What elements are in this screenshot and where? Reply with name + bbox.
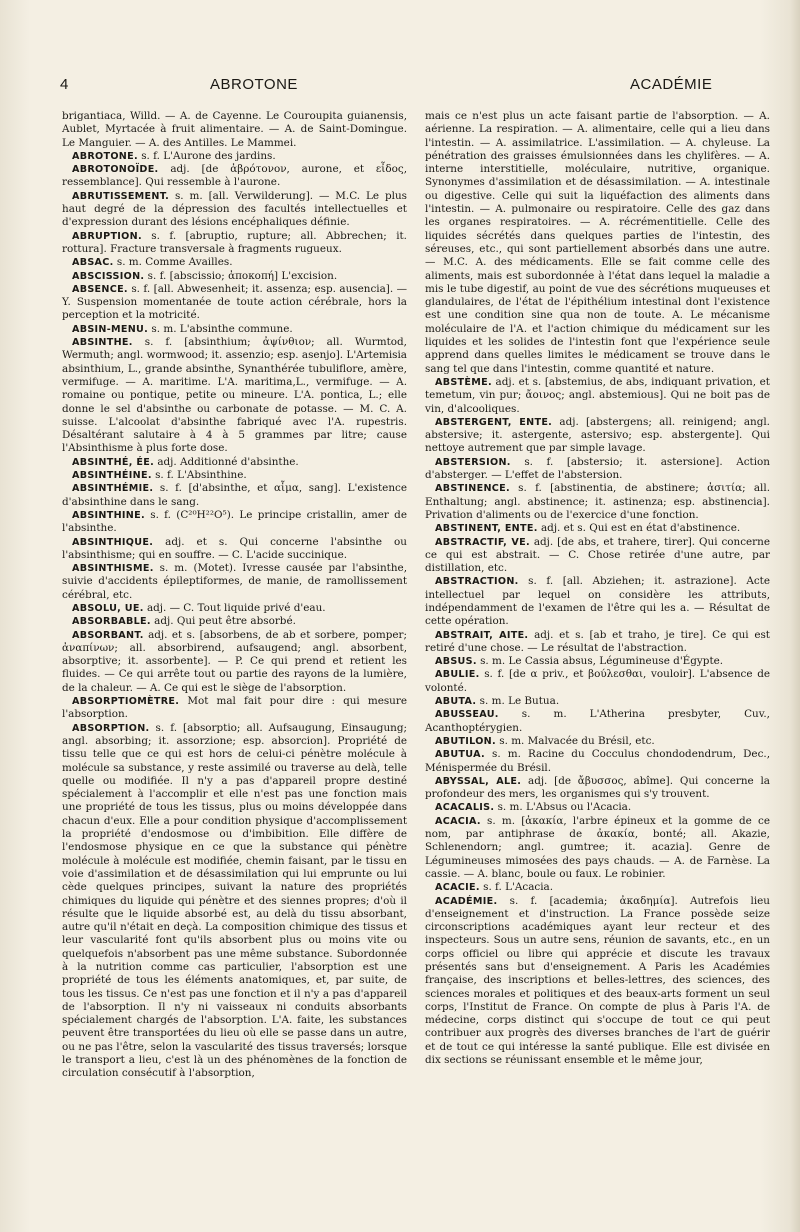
- dictionary-entry: [62, 722, 407, 1081]
- dictionary-entry: [425, 668, 770, 695]
- entry-definition: s. f. [academia; ἀκαδημία]. Autrefois lieu d'enseignement et d'instruction. La France possède seize circonscriptions académiques ayant leur recteur et des inspecteurs. Sous un autre sens, réunion de savants, etc., en un corps officiel ou libre qui apprécie et discute les travaux présentés sans but d'enseignement. A Paris les Académies française, des inscriptions et belles-lettres, des sciences, des sciences morales et politiques et des beaux-arts forment un seul corps, l'Institut de France. On compte de plus à Paris l'A. de médecine, corps distinct qui s'occupe de tout ce qui peut contribuer aux progrès des diverses branches de l'art de guérir et de tout ce qui intéresse la santé publique. Elle est divisée en dix sections se réunissant ensemble et le même jour,: [425, 894, 770, 1067]
- right-column: [425, 110, 770, 1067]
- dictionary-entry: [425, 695, 770, 708]
- entry-headword: ABSINTHÉINE.: [72, 470, 152, 482]
- dictionary-entry: [62, 469, 407, 482]
- dictionary-entry: [425, 748, 770, 775]
- entry-headword: ABSIN-MENU.: [72, 323, 149, 335]
- entry-headword: ACACALIS.: [435, 802, 495, 814]
- dictionary-entry: [425, 895, 770, 1068]
- entry-headword: ABUTILON.: [435, 735, 496, 747]
- dictionary-entry: [62, 509, 407, 536]
- entry-headword: ABSENCE.: [72, 283, 128, 295]
- dictionary-entry: [62, 615, 407, 628]
- entry-definition: s. m. (Motet). Ivresse causée par l'absinthe, suivie d'accidents épileptiformes, de manie, de ramollissement cérébral, etc.: [62, 562, 407, 601]
- entry-definition: s. f. [abscissio; ἀποκοπή] L'excision.: [144, 269, 338, 282]
- entry-definition: s. m. Racine du Cocculus chondodendrum, Dec., Ménispermée du Brésil.: [425, 748, 770, 774]
- entry-headword: ABUSSEAU.: [435, 709, 499, 721]
- entry-headword: ABSOLU, UE.: [72, 602, 144, 614]
- entry-definition: s. f. [d'absinthe, et αἷμα, sang]. L'existence d'absinthine dans le sang.: [62, 482, 407, 508]
- entry-headword: ABSUS.: [435, 656, 477, 668]
- dictionary-entry: [425, 735, 770, 748]
- entry-headword: ABRUTISSEMENT.: [72, 190, 170, 202]
- entry-headword: ABUTA.: [435, 696, 477, 708]
- entry-definition: adj. et s. [ab et traho, je tire]. Ce qui est retiré d'une chose. — Le résultat de l'abstraction.: [425, 628, 770, 654]
- entry-definition: s. m. Le Cassia absus, Légumineuse d'Égypte.: [476, 655, 724, 668]
- entry-definition: Mot mal fait pour dire : qui mesure l'absorption.: [62, 695, 407, 721]
- entry-definition: adj. et s. Qui est en état d'abstinence.: [537, 522, 741, 535]
- dictionary-entry: [62, 695, 407, 722]
- dictionary-entry: [62, 163, 407, 190]
- entry-definition: s. f. [de α priv., et βούλεσθαι, vouloir]. L'absence de volonté.: [425, 668, 770, 694]
- entry-definition: brigantiaca, Willd. — A. de Cayenne. Le Couroupita guianensis, Aublet, Myrtacée à fruit alimentaire. — A. de Saint-Domingue. Le Manguier. — A. des Antilles. Le Mammei.: [62, 110, 407, 149]
- entry-headword: ABSTÈME.: [435, 376, 492, 388]
- entry-headword: ABULIE.: [435, 669, 480, 681]
- dictionary-entry: [62, 536, 407, 563]
- entry-headword: ACADÉMIE.: [435, 895, 498, 907]
- entry-headword: ABYSSAL, ALE.: [435, 775, 522, 787]
- dictionary-entry: [425, 575, 770, 628]
- entry-headword: ABSAC.: [72, 257, 114, 269]
- entry-headword: ABSTERGENT, ENTE.: [435, 416, 553, 428]
- entry-definition: adj. [de abs, et trahere, tirer]. Qui concerne ce qui est abstrait. — C. Chose retirée d'une autre, par distillation, etc.: [425, 535, 770, 575]
- entry-headword: ACACIE.: [435, 882, 480, 894]
- dictionary-entry: [425, 482, 770, 522]
- entry-definition: adj. [de ἄβυσσος, abîme]. Qui concerne la profondeur des mers, les organismes qui s'y trouvent.: [425, 774, 770, 801]
- dictionary-entry: [62, 562, 407, 602]
- entry-headword: ACACIA.: [435, 815, 481, 827]
- entry-definition: s. f. (C²⁰H²²O⁵). Le principe cristallin, amer de l'absinthe.: [62, 508, 407, 535]
- dictionary-entry: [62, 336, 407, 456]
- entry-definition: s. f. L'Absinthine.: [151, 469, 247, 482]
- entry-headword: ABSINTHIQUE.: [72, 536, 154, 548]
- entry-headword: ABSTRACTIF, VE.: [435, 536, 530, 548]
- entry-definition: adj. — C. Tout liquide privé d'eau.: [143, 601, 326, 614]
- entry-headword: ABROTONE.: [72, 150, 138, 162]
- left-guide-word: ABROTONE: [210, 76, 298, 93]
- entry-definition: s. m. L'Atherina presbyter, Cuv., Acanthoptérygien.: [425, 708, 770, 734]
- dictionary-entry: [62, 602, 407, 615]
- entry-definition: s. f. [abstinentia, de abstinere; ἀσιτία; all. Enthaltung; angl. abstinence; it. astinenza; esp. abstinencia]. Privation d'aliments ou de l'exercice d'une fonction.: [425, 482, 770, 521]
- entry-headword: ABSTINENCE.: [435, 483, 510, 495]
- entry-headword: ABRUPTION.: [72, 230, 142, 242]
- entry-definition: s. m. L'Absus ou l'Acacia.: [494, 801, 632, 814]
- entry-definition: adj. [de ἀβρότονον, aurone, et εἶδος, ressemblance]. Qui ressemble à l'aurone.: [62, 163, 407, 189]
- entry-definition: s. f. [absorptio; all. Aufsaugung, Einsaugung; angl. absorbing; it. assorzione; esp. absorcion]. Propriété de tissu telle que ce qui est hors de celui-ci pénètre molécule à molécule sa substance, y reste assimilé ou traverse au delà, telle quelle ou modifiée. Il n'y a pas d'appareil propre destiné spécialement à l'accomplir et elle n'est pas une fonction mais une propriété de tous les tissus, plus ou moins développée dans chacun d'eux. Elle a pour condition physique d'accomplissement la propriété d'endosmose ou d'imbibition. Elle diffère de l'endosmose physique en ce que la substance qui pénètre molécule à molécule est modifiée, chemin faisant, par le tissu en voie d'assimilation et de désassimilation qui lui emprunte ou lui cède quelques principes, suivant la nature des propriétés chimiques du liquide qui pénètre et des siennes propres; d'où il résulte que le liquide absorbé est, au delà du tissu absorbant, autre qu'il n'était en deçà. La composition chimique des tissus et leur vascularité font qu'ils absorbent plus ou moins vite ou quelquefois n'absorbent pas une même substance. Subordonnée à la nutrition comme cas particulier, l'absorption est une propriété de tous les éléments anatomiques, et, par suite, de tous les tissus. Ce n'est pas une fonction et il n'y a pas d'appareil de l'absorption. Il n'y ni vaisseaux ni conduits absorbants spécialement chargés de l'absorption. L'A. faite, les substances peuvent être transportées du lieu où elle se passe dans un autre, ou ne pas l'être, selon la vascularité des tissus traversés; lorsque le transport a lieu, c'est là un des phénomènes de la fonction de circulation consécutif à l'absorption,: [62, 721, 407, 1080]
- left-column: [62, 110, 407, 1081]
- entry-headword: ABSTERSION.: [435, 456, 511, 468]
- entry-definition: adj. Additionné d'absinthe.: [154, 455, 299, 468]
- dictionary-entry: [62, 230, 407, 257]
- dictionary-entry: [62, 150, 407, 163]
- entry-headword: ABSTINENT, ENTE.: [435, 523, 538, 535]
- entry-definition: s. f. [all. Abziehen; it. astrazione]. Acte intellectuel par lequel on considère les attributs, indépendamment de l'examen de l'être qui les a. — Résultat de cette opération.: [425, 575, 770, 628]
- entry-definition: adj. et s. Qui concerne l'absinthe ou l'absinthisme; qui en souffre. — C. L'acide succinique.: [62, 535, 407, 561]
- entry-headword: ABSINTHINE.: [72, 509, 145, 521]
- right-guide-word: ACADÉMIE: [630, 76, 713, 93]
- dictionary-entry: [425, 881, 770, 894]
- entry-definition: s. m. [ἀκακία, l'arbre épineux et la gomme de ce nom, par antiphrase de ἀκακία, bonté; all. Akazie, Schlenendorn; angl. gumtree; it. acazia]. Genre de Légumineuses mimosées des pays chauds. — A. de Farnèse. La cassie. — A. blanc, boule ou faux. Le robinier.: [425, 814, 770, 880]
- entry-headword: ABSINTHISME.: [72, 563, 154, 575]
- entry-definition: mais ce n'est plus un acte faisant partie de l'absorption. — A. aérienne. La respiration. — A. alimentaire, celle qui a lieu dans l'intestin. — A. assimilatrice. L'assimilation. — A. chyleuse. La pénétration des graisses émulsionnées dans les chylifères. — A. interne interstitielle, moléculaire, nutritive, organique. Synonymes d'assimilation et de désassimilation. — A. intestinale ou digestive. Celle qui suit la liquéfaction des aliments dans l'intestin. — A. pulmonaire ou respiratoire. Celle des gaz dans les organes respiratoires. — A. récrémentitielle. Celle des liquides sécrétés dans quelques parties de l'intestin, des séreuses, etc., qui sont partiellement absorbés dans une autre. — M.C. A. des médicaments. Elle se fait comme celle des aliments, mais est subordonnée à l'état dans lequel la maladie a mis le tube digestif, au point de vue des sécrétions muqueuses et glandulaires, de l'état de l'épithélium intestinal dont l'existence est une condition sine qua non de toute. A. Le mécanisme moléculaire de l'A. et l'action chimique du médicament sur les liquides et les solides de l'intestin font que l'expérience seule apprend dans quelles limites le médicament se trouve dans le sang tel que dans l'intestin, comme quantité et nature.: [425, 110, 770, 375]
- dictionary-entry: [425, 416, 770, 456]
- dictionary-entry: [425, 801, 770, 814]
- dictionary-entry: [62, 190, 407, 230]
- dictionary-entry: [425, 110, 770, 376]
- entry-definition: s. m. Comme Availles.: [113, 256, 233, 269]
- dictionary-entry: [62, 323, 407, 336]
- entry-headword: ABROTONOÏDE.: [72, 164, 159, 176]
- entry-definition: s. m. Le Butua.: [476, 695, 560, 708]
- dictionary-entry: [62, 270, 407, 283]
- entry-definition: s. f. L'Aurone des jardins.: [137, 149, 276, 162]
- dictionary-entry: [425, 775, 770, 802]
- entry-definition: adj. [abstergens; all. reinigend; angl. abstersive; it. astergente, astersivo; esp. abstergente]. Qui nettoye autrement que par simple lavage.: [425, 415, 770, 455]
- entry-headword: ABUTUA.: [435, 749, 485, 761]
- entry-definition: s. m. [all. Verwilderung]. — M.C. Le plus haut degré de la dépression des facultés intellectuelles et d'expression durant des lésions encéphaliques définie.: [62, 189, 407, 229]
- dictionary-entry: [425, 655, 770, 668]
- entry-headword: ABSORBABLE.: [72, 616, 151, 628]
- entry-headword: ABSTRAIT, AITE.: [435, 629, 529, 641]
- dictionary-entry: [425, 815, 770, 881]
- dictionary-entry: [425, 456, 770, 483]
- entry-headword: ABSCISSION.: [72, 270, 145, 282]
- dictionary-entry: [425, 708, 770, 735]
- entry-headword: ABSORBANT.: [72, 629, 144, 641]
- running-header: [60, 76, 772, 98]
- entry-definition: adj. et s. [absorbens, de ab et sorbere, pomper; ἀναπίνων; all. absorbirend, aufsaugend; angl. absorbent, absorptive; it. assorbente]. — P. Ce qui prend et retient les fluides. — Ce qui arrête tout ou partie des rayons de la lumière, de la chaleur. — A. Ce qui est le siège de l'absorption.: [62, 628, 407, 694]
- dictionary-entry: [62, 482, 407, 509]
- dictionary-entry: [425, 522, 770, 535]
- dictionary-entry: [62, 256, 407, 269]
- dictionary-entry: [62, 283, 407, 323]
- dictionary-entry: [62, 110, 407, 150]
- page-number: 4: [60, 76, 69, 93]
- entry-definition: s. f. L'Acacia.: [479, 881, 554, 894]
- entry-definition: s. m. Malvacée du Brésil, etc.: [495, 734, 655, 747]
- dictionary-entry: [425, 629, 770, 656]
- entry-definition: s. f. [abruptio, rupture; all. Abbrechen; it. rottura]. Fracture transversale à fragments rugueux.: [62, 229, 407, 255]
- entry-headword: ABSORPTIOMÈTRE.: [72, 696, 180, 708]
- entry-definition: s. f. [all. Abwesenheit; it. assenza; esp. ausencia]. — Y. Suspension momentanée de toute action cérébrale, hors la perception et la motricité.: [62, 282, 407, 322]
- entry-headword: ABSORPTION.: [72, 722, 150, 734]
- entry-definition: adj. et s. [abstemius, de abs, indiquant privation, et temetum, vin pur; ἄοινος; angl. abstemious]. Qui ne boit pas de vin, d'alcooliques.: [425, 375, 770, 415]
- entry-definition: s. f. [abstersio; it. astersione]. Action d'absterger. — L'effet de l'abstersion.: [425, 455, 770, 482]
- entry-headword: ABSTRACTION.: [435, 576, 519, 588]
- entry-definition: adj. Qui peut être absorbé.: [150, 615, 296, 628]
- dictionary-entry: [62, 456, 407, 469]
- entry-headword: ABSINTHÉ, ÉE.: [72, 456, 155, 468]
- dictionary-entry: [425, 536, 770, 576]
- entry-definition: s. f. [absinthium; ἀψίνθιον; all. Wurmtod, Wermuth; angl. wormwood; it. assenzio; esp. asenjo]. L'Artemisia absinthium, L., grande absinthe, Synanthérée tubuliflore, amère, vermifuge. — A. maritime. L'A. maritima,L., vermifuge. — A. romaine ou pontique, petite ou mineure. L'A. pontica, L.; elle donne le sel d'absinthe ou carbonate de potasse. — M. C. A. suisse. L'alcoolat d'absinthe fabriqué avec l'A. rupestris. Désaltérant salutaire à 4 à 5 grammes par litre; cause l'Absinthisme à plus forte dose.: [62, 336, 407, 455]
- dictionary-entry: [62, 629, 407, 695]
- entry-definition: s. m. L'absinthe commune.: [148, 322, 293, 335]
- dictionary-entry: [425, 376, 770, 416]
- entry-headword: ABSINTHÉMIE.: [72, 483, 154, 495]
- entry-headword: ABSINTHE.: [72, 337, 133, 349]
